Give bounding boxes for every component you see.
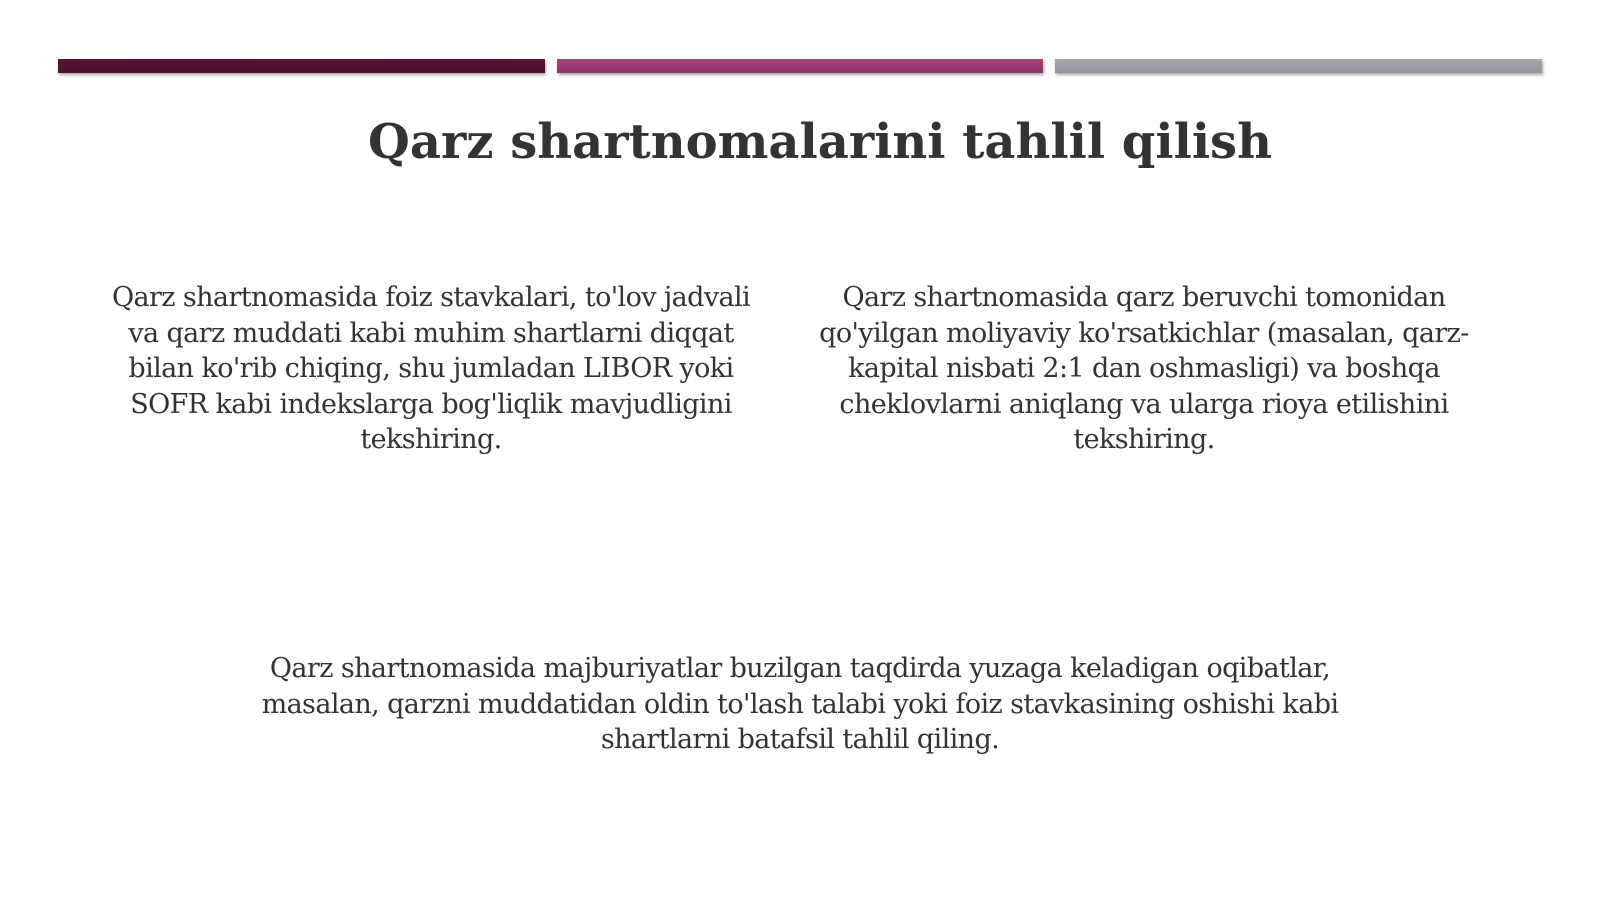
- header-bar-dark-plum: [58, 59, 545, 73]
- header-bar-magenta: [557, 59, 1044, 73]
- slide-title: Qarz shartnomalarini tahlil qilish: [368, 114, 1272, 170]
- paragraph-financial-covenants: Qarz shartnomasida qarz beruvchi tomonidan qo'yilgan moliyaviy ko'rsatkichlar (masalan, qarz-kapital nisbati 2:1 dan oshmasligi) va boshqa cheklovlarni aniqlang va ularga rioya etilishini tekshiring.: [819, 282, 1469, 455]
- decorative-header-bars: [58, 59, 1542, 73]
- header-bar-gray: [1055, 59, 1542, 73]
- paragraph-loan-terms: Qarz shartnomasida foiz stavkalari, to'lov jadvali va qarz muddati kabi muhim shartlarni diqqat bilan ko'rib chiqing, shu jumladan LIBOR yoki SOFR kabi indekslarga bog'liqlik mavjudligini tekshiring.: [111, 282, 751, 455]
- paragraph-breach-consequences: Qarz shartnomasida majburiyatlar buzilgan taqdirda yuzaga keladigan oqibatlar, masalan, qarzni muddatidan oldin to'lash talabi yoki foiz stavkasining oshishi kabi shartlarni batafsil tahlil qiling.: [261, 653, 1339, 755]
